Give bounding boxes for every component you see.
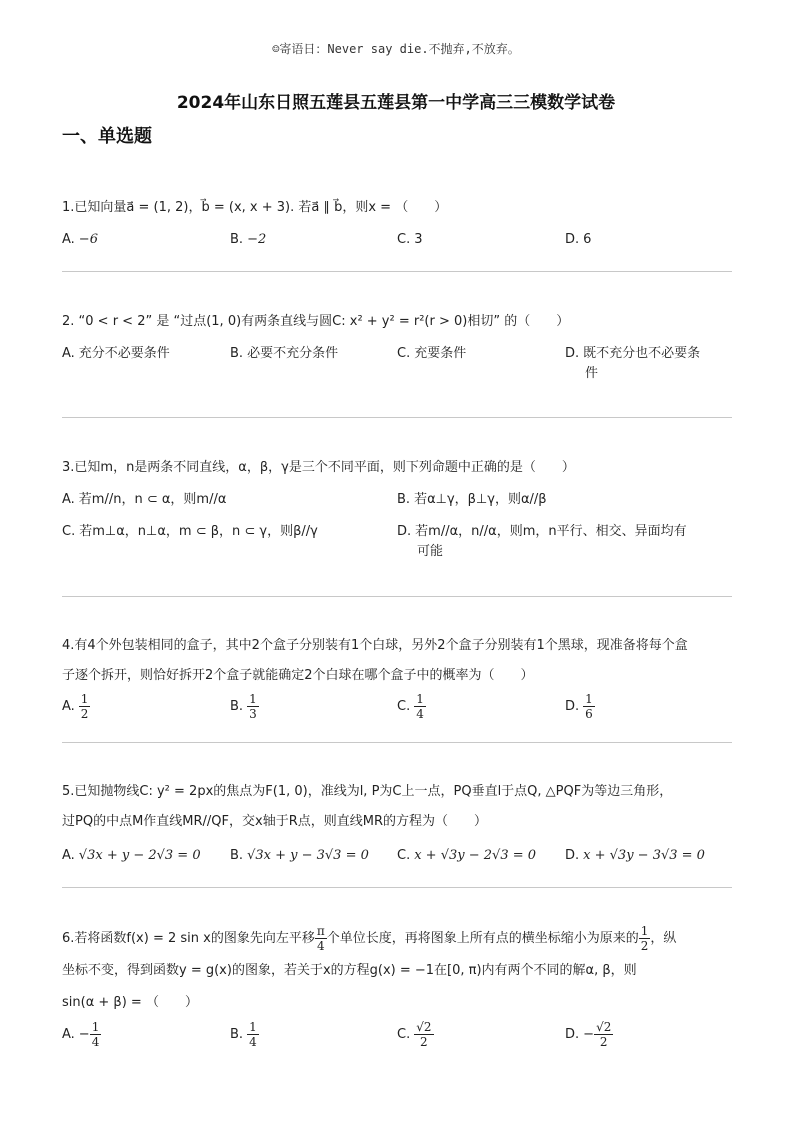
question-5-text: 5.已知抛物线C: y² = 2px的焦点为F(1, 0)，准线为l, P为C上一点，PQ垂直l于点Q, △PQF为等边三角形， xyxy=(62,784,673,799)
option-a[interactable]: A. √3x + y − 2√3 = 0 xyxy=(62,848,201,863)
option-b[interactable]: B. −2 xyxy=(230,232,267,247)
question-6-text: 6.若将函数f(x) = 2 sin x的图象先向左平移 $\frac{\pi}{4}$ 个单位长度，再将图象上所有点的横坐标缩小为原来的 $\frac{1}{2}$ ，纵 xyxy=(62,924,677,953)
question-5 xyxy=(62,782,732,863)
option-c[interactable]: C. $\frac{√2}{2}$ xyxy=(397,1020,432,1049)
option-a[interactable]: A. − $\frac{1}{4}$ xyxy=(62,1020,100,1049)
option-b[interactable]: B. $\frac{1}{3}$ xyxy=(230,692,257,721)
option-b[interactable]: B. 若α⊥γ，β⊥γ，则α//β xyxy=(397,492,547,507)
exam-title: 2024年山东日照五莲县五莲县第一中学高三三模数学试卷 xyxy=(176,93,616,113)
question-3-text: 3.已知m，n是两条不同直线，α，β，γ是三个不同平面，则下列命题中正确的是（ ） xyxy=(62,460,575,475)
question-5-text-2: 过PQ的中点M作直线MR//QF，交x轴于R点，则直线MR的方程为（ ） xyxy=(62,814,487,829)
question-6-text-2: 坐标不变，得到函数y = g(x)的图象，若关于x的方程g(x) = −1在[0, π)内有两个不同的解α, β，则 xyxy=(62,963,637,978)
question-3 xyxy=(62,458,732,559)
option-a[interactable]: A. −6 xyxy=(62,232,98,247)
option-c[interactable]: C. 若m⊥α，n⊥α，m ⊂ β，n ⊂ γ，则β//γ xyxy=(62,524,318,539)
divider xyxy=(62,742,732,743)
option-a[interactable]: A. 充分不必要条件 xyxy=(62,346,170,361)
divider xyxy=(62,596,732,597)
option-a[interactable]: A. 若m//n，n ⊂ α，则m//α xyxy=(62,492,227,507)
option-d[interactable]: D. 6 xyxy=(565,232,592,247)
option-d[interactable]: D. 若m//α，n//α，则m，n平行、相交、异面均有 可能 xyxy=(397,524,687,559)
divider xyxy=(62,271,732,272)
section-heading: 一、单选题 xyxy=(62,126,152,147)
option-d[interactable]: D. − $\frac{√2}{2}$ xyxy=(565,1020,612,1049)
option-d[interactable]: D. $\frac{1}{6}$ xyxy=(565,692,593,721)
option-c[interactable]: C. $\frac{1}{4}$ xyxy=(397,692,424,721)
option-c[interactable]: C. x + √3y − 2√3 = 0 xyxy=(397,848,537,863)
option-b[interactable]: B. √3x + y − 3√3 = 0 xyxy=(230,848,369,863)
motto-line: ☺寄语日：Never say die.不抛弃,不放弃。 xyxy=(272,42,520,56)
option-b[interactable]: B. $\frac{1}{4}$ xyxy=(230,1020,257,1049)
question-4 xyxy=(62,636,732,721)
option-c[interactable]: C. 充要条件 xyxy=(397,346,467,361)
question-6 xyxy=(62,924,732,1049)
option-c[interactable]: C. 3 xyxy=(397,232,423,247)
question-6-text-3: sin(α + β) = （ ） xyxy=(62,995,198,1010)
divider xyxy=(62,417,732,418)
option-a[interactable]: A. $\frac{1}{2}$ xyxy=(62,692,89,721)
option-d[interactable]: D. x + √3y − 3√3 = 0 xyxy=(565,848,705,863)
divider xyxy=(62,887,732,888)
question-1 xyxy=(62,198,732,247)
question-2-text: 2. “0 < r < 2” 是 “过点(1, 0)有两条直线与圆C: x² + y² = r²(r > 0)相切” 的（ ） xyxy=(62,314,570,329)
question-4-text: 4.有4个外包装相同的盒子，其中2个盒子分别装有1个白球，另外2个盒子分别装有1个黑球，现准备将每个盒 xyxy=(62,638,688,653)
question-4-text-2: 子逐个拆开，则恰好拆开2个盒子就能确定2个白球在哪个盒子中的概率为（ ） xyxy=(62,668,534,683)
question-1-text: 1.已知向量a⃗ = (1, 2)，b⃗ = (x, x + 3). 若a⃗ ∥ b⃗，则x = （ ） xyxy=(62,200,448,215)
question-2 xyxy=(62,312,732,381)
option-b[interactable]: B. 必要不充分条件 xyxy=(230,346,339,361)
option-d[interactable]: D. 既不充分也不必要条 件 xyxy=(565,346,701,381)
